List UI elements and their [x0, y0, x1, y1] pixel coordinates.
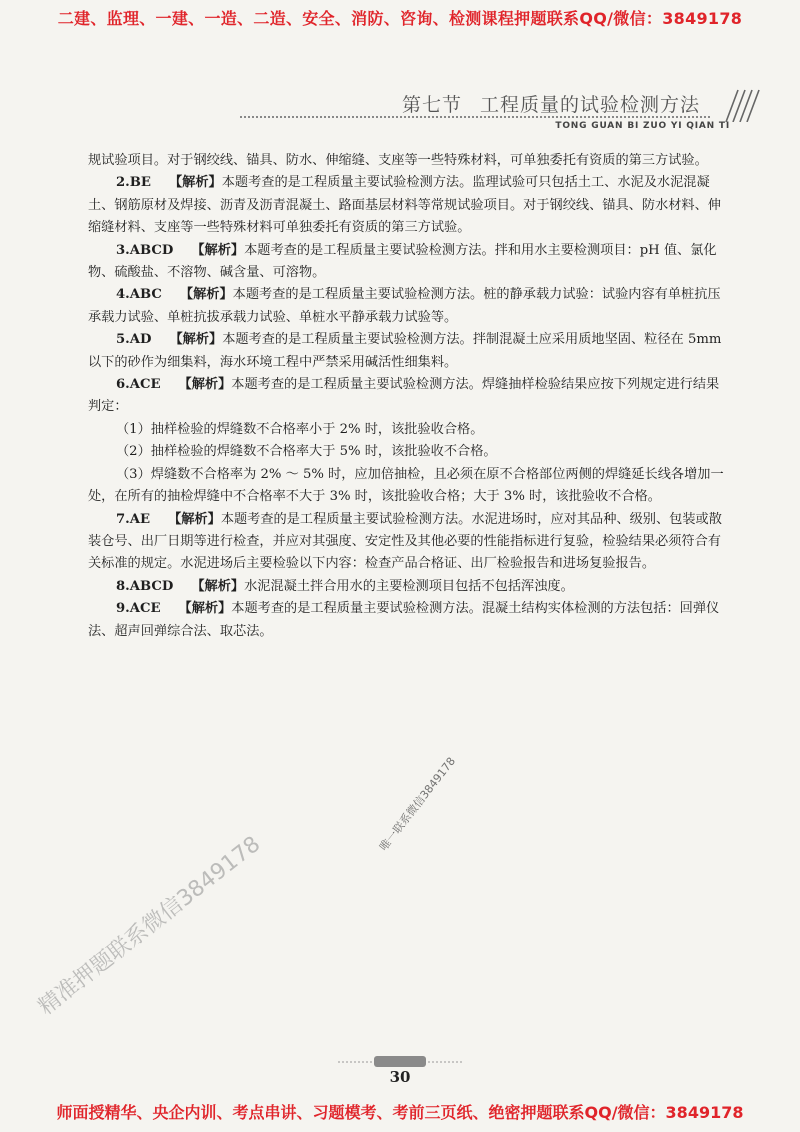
answer-item [88, 598, 728, 643]
answer-text: 本题考查的是工程质量主要试验检测方法。拌制混凝土应采用质地坚固、粒径在 5mm 以下的砂作为细集料，海水环境工程中严禁采用碱活性细集料。 [88, 332, 722, 370]
answer-number: 4.ABC [116, 287, 162, 303]
answer-text: 本题考查的是工程质量主要试验检测方法。混凝土结构实体检测的方法包括：回弹仪法、超声回弹综合法、取芯法。 [88, 601, 720, 639]
watermark-left: 精准押题联系微信3849178 [33, 831, 266, 1021]
answer-number: 2.BE [116, 175, 151, 191]
analysis-tag: 【解析】 [191, 242, 245, 258]
answer-item [88, 509, 728, 576]
page-number: 30 [389, 1068, 411, 1086]
answer-content [88, 150, 728, 643]
intro-paragraph: 规试验项目。对于钢绞线、锚具、防水、伸缩缝、支座等一些特殊材料，可单独委托有资质的第三方试验。 [88, 153, 708, 168]
analysis-tag: 【解析】 [191, 578, 245, 594]
sub-item: （3）焊缝数不合格率为 2% ～ 5% 时，应加倍抽检，且必须在原不合格部位两侧的焊缝延长线各增加一处，在所有的抽检焊缝中不合格率不大于 3% 时，该批验收合格；大于 3% 时，该批验收不合格。 [88, 466, 724, 505]
section-title [402, 90, 700, 117]
page-number-ornament-icon [338, 1054, 462, 1068]
answer-number: 3.ABCD [116, 242, 174, 258]
answer-number: 7.AE [116, 511, 151, 527]
answer-number: 6.ACE [116, 377, 161, 393]
section-number: 第七节 [401, 94, 462, 116]
analysis-tag: 【解析】 [168, 175, 222, 191]
answer-item [88, 576, 728, 598]
analysis-tag: 【解析】 [168, 511, 221, 527]
header-subtitle: TONG GUAN BI ZUO YI QIAN TI [555, 121, 730, 131]
analysis-tag: 【解析】 [178, 377, 232, 393]
answer-text: 本题考查的是工程质量主要试验检测方法。水泥进场时，应对其品种、级别、包装或散装仓号、出厂日期等进行检查，并应对其强度、安定性及其他必要的性能指标进行复验，检验结果必须符合有关标准的规定。水泥进场后主要检验以下内容：检查产品合格证、出厂检验报告和进场复验报告。 [88, 511, 722, 572]
analysis-tag: 【解析】 [179, 287, 233, 303]
answer-text: 水泥混凝土拌合用水的主要检测项目包括不包括浑浊度。 [244, 578, 574, 594]
answer-number: 8.ABCD [116, 578, 174, 594]
answer-text: 本题考查的是工程质量主要试验检测方法。桩的静承载力试验：试验内容有单桩抗压承载力试验、单桩抗拔承载力试验、单桩水平静承载力试验等。 [88, 287, 721, 325]
answer-item [88, 240, 728, 285]
answer-item [88, 172, 728, 239]
answer-item [88, 329, 728, 374]
analysis-tag: 【解析】 [178, 601, 232, 617]
answer-text: 本题考查的是工程质量主要试验检测方法。焊缝抽样检验结果应按下列规定进行结果判定： [88, 377, 720, 415]
answer-item [88, 374, 728, 419]
answer-number: 9.ACE [116, 601, 161, 617]
top-banner: 二建、监理、一建、一造、二造、安全、消防、咨询、检测课程押题联系QQ/微信：3849178 [57, 9, 743, 28]
hatch-decoration-icon [718, 88, 760, 122]
watermark-center: 唯一联系微信3849178 [376, 754, 459, 854]
sub-item: （1）抽样检验的焊缝数不合格率小于 2% 时，该批验收合格。 [116, 421, 484, 437]
answer-text: 本题考查的是工程质量主要试验检测方法。监理试验可只包括土工、水泥及水泥混凝土、钢筋原材及焊接、沥青及沥青混凝土、路面基层材料等常规试验项目。对于钢绞线、锚具、防水材料、伸缩缝材料、支座等一些特殊材料可单独委托有资质的第三方试验。 [88, 175, 721, 236]
answer-text: 本题考查的是工程质量主要试验检测方法。拌和用水主要检测项目：pH 值、氯化物、硫酸盐、不溶物、碱含量、可溶物。 [88, 242, 717, 281]
answer-number: 5.AD [116, 332, 152, 348]
answer-item [88, 284, 728, 329]
header-rule [240, 116, 710, 118]
analysis-tag: 【解析】 [169, 332, 223, 348]
sub-item: （2）抽样检验的焊缝数不合格率大于 5% 时，该批验收不合格。 [116, 444, 497, 460]
section-name: 工程质量的试验检测方法 [479, 94, 700, 116]
page-header [240, 88, 760, 138]
bottom-banner: 师面授精华、央企内训、考点串讲、习题模考、考前三页纸、绝密押题联系QQ/微信：3849178 [56, 1103, 744, 1122]
